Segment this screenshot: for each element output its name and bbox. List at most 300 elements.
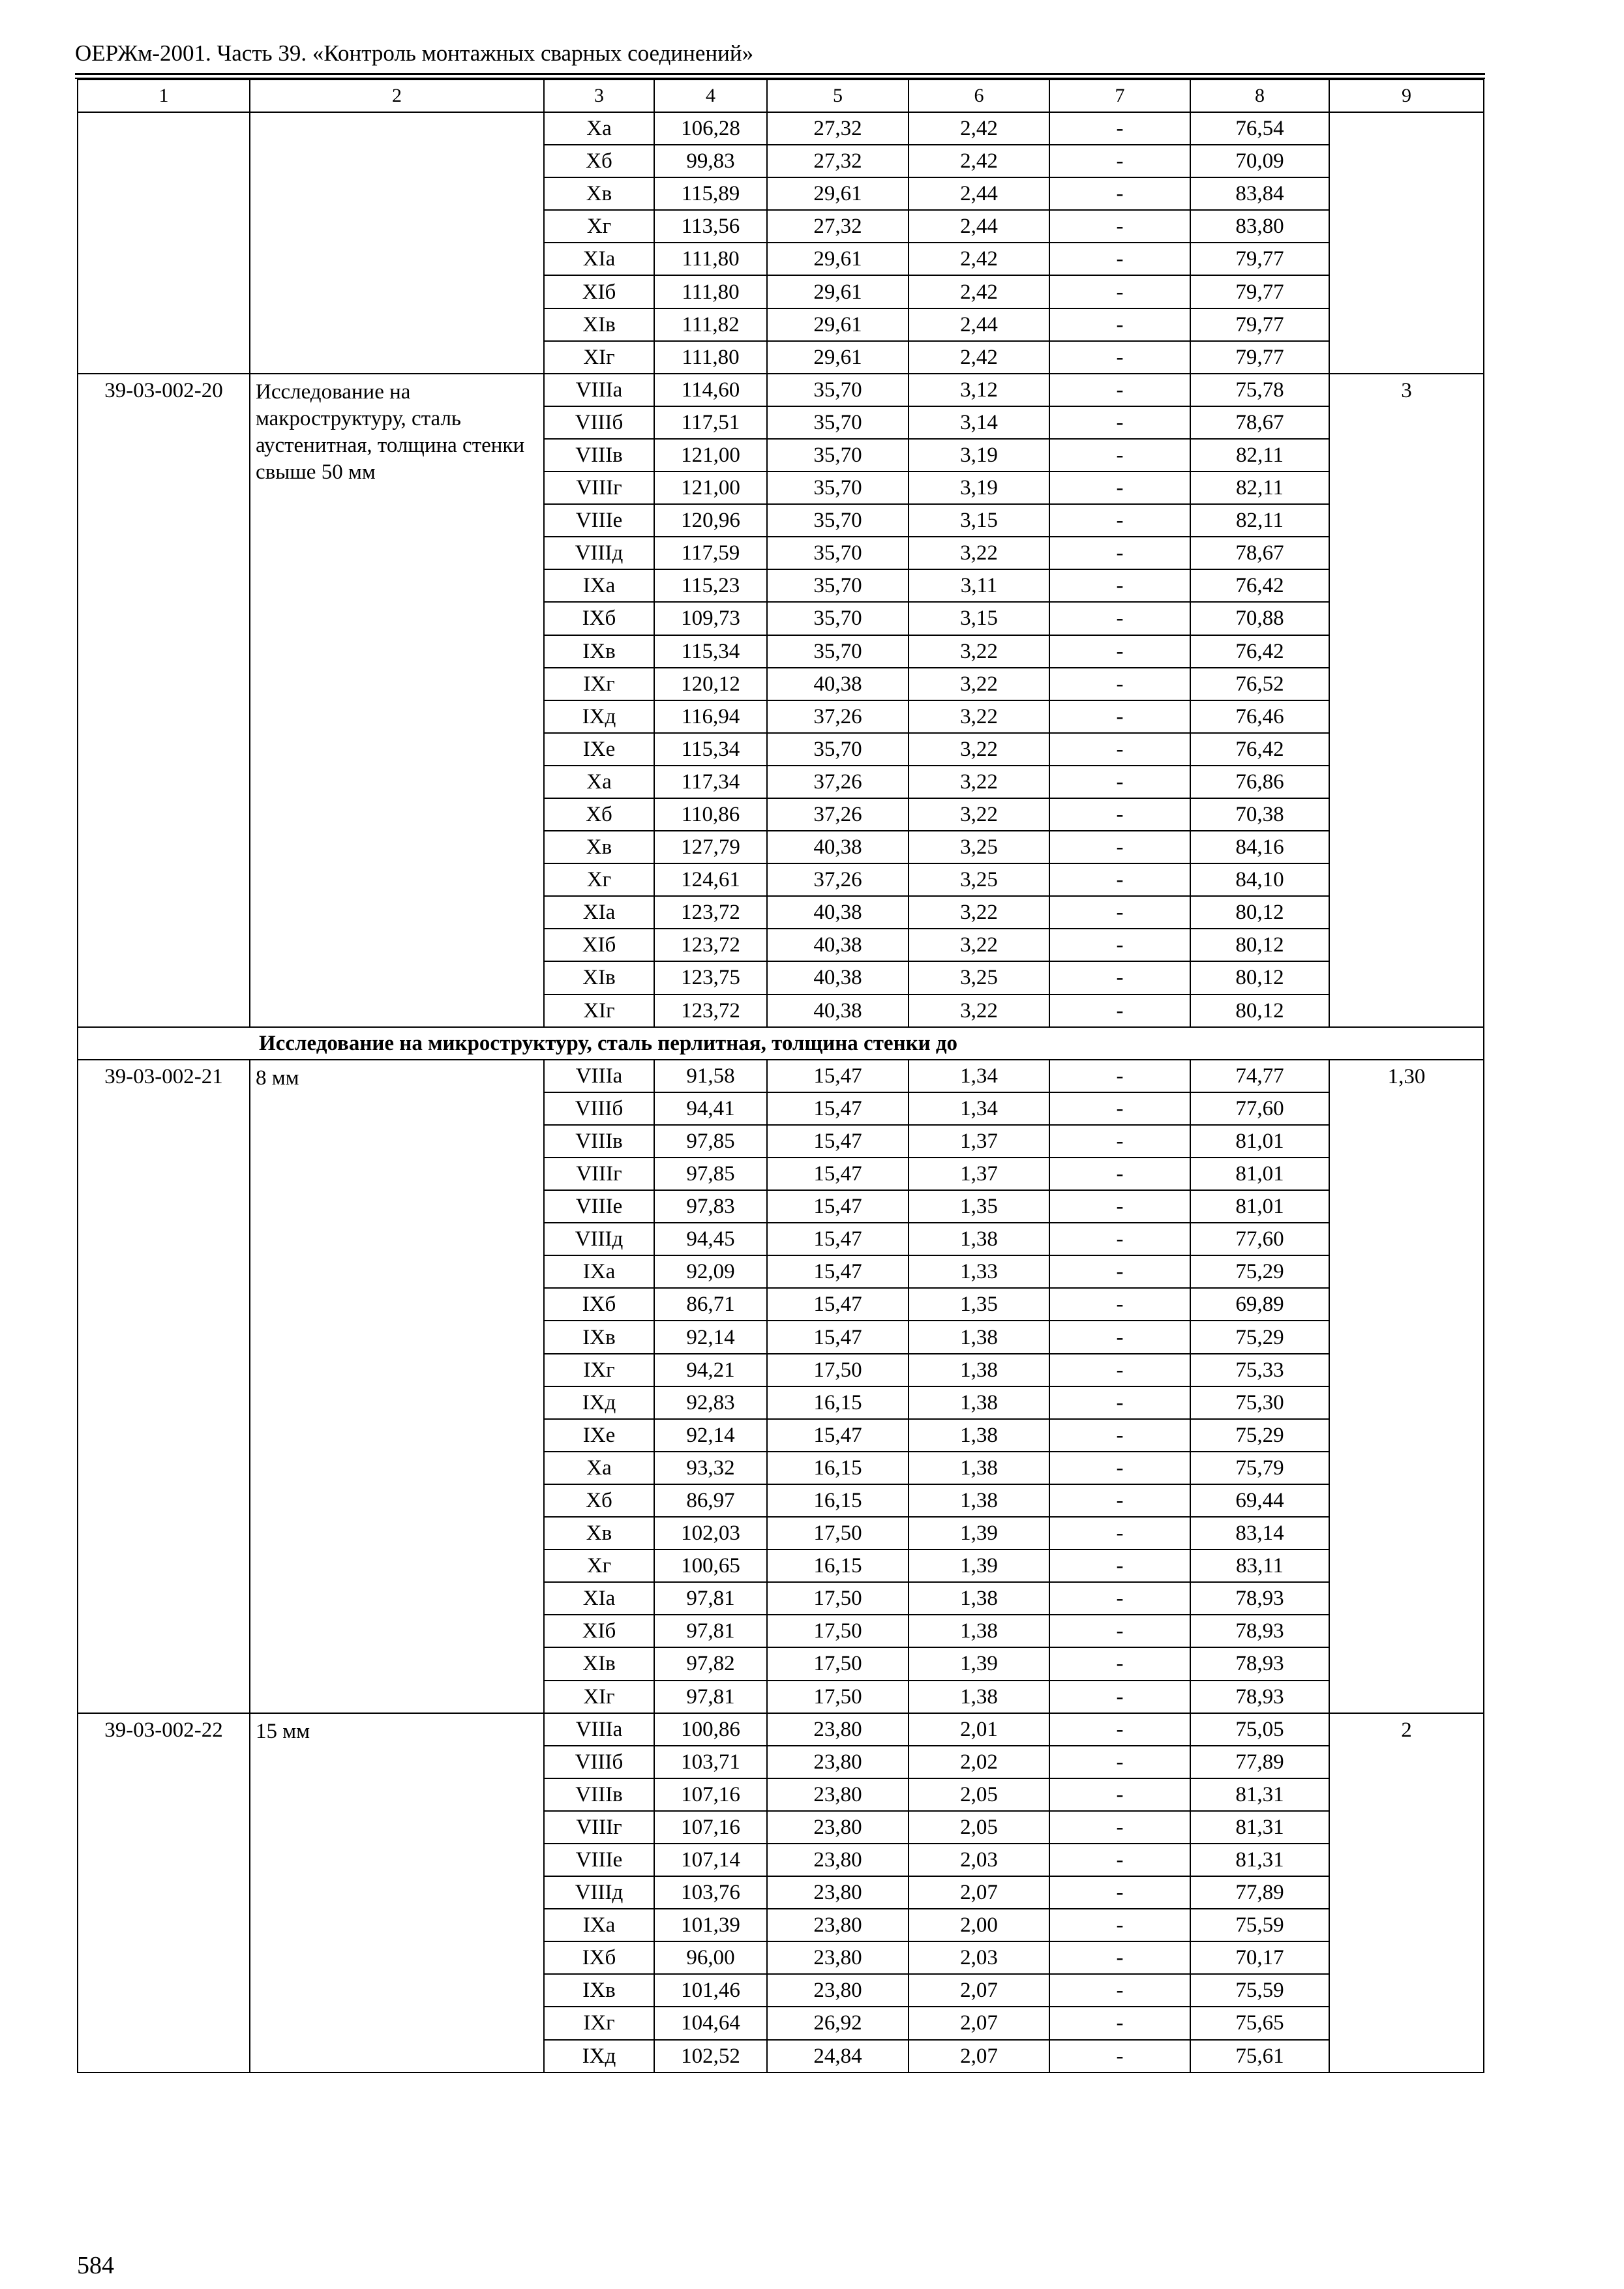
column-number-cell: 9: [1329, 80, 1484, 112]
item-code-cell: 39-03-002-22: [78, 1713, 250, 2072]
column-number-cell: 6: [909, 80, 1049, 112]
col7-value-cell: -: [1049, 1354, 1190, 1386]
col5-value-cell: 37,26: [767, 863, 909, 896]
col7-value-cell: -: [1049, 1713, 1190, 1746]
col4-value-cell: 107,16: [654, 1778, 767, 1811]
col4-value-cell: 91,58: [654, 1060, 767, 1092]
col6-value-cell: 1,39: [909, 1517, 1049, 1549]
col5-value-cell: 15,47: [767, 1125, 909, 1158]
col5-value-cell: 37,26: [767, 700, 909, 733]
col4-value-cell: 92,83: [654, 1386, 767, 1419]
col4-value-cell: 107,16: [654, 1811, 767, 1844]
col8-value-cell: 79,77: [1190, 243, 1329, 275]
rates-table: [77, 79, 1484, 2073]
col5-value-cell: 15,47: [767, 1419, 909, 1452]
col8-value-cell: 81,01: [1190, 1158, 1329, 1190]
col7-value-cell: -: [1049, 1746, 1190, 1778]
col7-value-cell: -: [1049, 1974, 1190, 2007]
col8-value-cell: 74,77: [1190, 1060, 1329, 1092]
row-label-cell: Xг: [544, 1549, 654, 1582]
col6-value-cell: 3,14: [909, 406, 1049, 439]
row-label-cell: IXв: [544, 1974, 654, 2007]
column-number-cell: 3: [544, 80, 654, 112]
row-label-cell: IXв: [544, 635, 654, 668]
col6-value-cell: 3,22: [909, 733, 1049, 766]
col8-value-cell: 80,12: [1190, 896, 1329, 929]
col5-value-cell: 29,61: [767, 341, 909, 374]
col7-value-cell: -: [1049, 896, 1190, 929]
row-label-cell: XIг: [544, 1681, 654, 1713]
col8-value-cell: 78,93: [1190, 1681, 1329, 1713]
col7-value-cell: -: [1049, 798, 1190, 831]
column-number-cell: 4: [654, 80, 767, 112]
col8-value-cell: 75,59: [1190, 1909, 1329, 1941]
col7-value-cell: -: [1049, 1681, 1190, 1713]
col8-value-cell: 79,77: [1190, 308, 1329, 341]
col8-value-cell: 75,05: [1190, 1713, 1329, 1746]
col4-value-cell: 123,75: [654, 961, 767, 994]
col8-value-cell: 82,11: [1190, 504, 1329, 537]
col5-value-cell: 40,38: [767, 668, 909, 700]
col7-value-cell: -: [1049, 210, 1190, 243]
row-label-cell: Xв: [544, 1517, 654, 1549]
col8-value-cell: 75,29: [1190, 1419, 1329, 1452]
col5-value-cell: 35,70: [767, 602, 909, 635]
col4-value-cell: 111,82: [654, 308, 767, 341]
row-label-cell: Xа: [544, 112, 654, 145]
col8-value-cell: 78,67: [1190, 537, 1329, 569]
col5-value-cell: 23,80: [767, 1876, 909, 1909]
row-label-cell: Xг: [544, 863, 654, 896]
column-number-cell: 1: [78, 80, 250, 112]
col6-value-cell: 1,34: [909, 1060, 1049, 1092]
section-title: Исследование на микроструктуру, сталь перлитная, толщина стенки до: [78, 1027, 1484, 1060]
row-label-cell: VIIIб: [544, 1092, 654, 1125]
row-label-cell: XIа: [544, 243, 654, 275]
item-description-cell: 15 мм: [250, 1713, 544, 2072]
row-label-cell: XIа: [544, 896, 654, 929]
row-label-cell: VIIIг: [544, 471, 654, 504]
col8-value-cell: 69,44: [1190, 1484, 1329, 1517]
col5-value-cell: 17,50: [767, 1615, 909, 1647]
row-label-cell: VIIIв: [544, 1125, 654, 1158]
col4-value-cell: 109,73: [654, 602, 767, 635]
row-label-cell: IXб: [544, 602, 654, 635]
col6-value-cell: 3,15: [909, 504, 1049, 537]
col5-value-cell: 29,61: [767, 308, 909, 341]
col6-value-cell: 2,07: [909, 1974, 1049, 2007]
col7-value-cell: -: [1049, 1941, 1190, 1974]
col5-value-cell: 17,50: [767, 1517, 909, 1549]
col7-value-cell: -: [1049, 1288, 1190, 1321]
col8-value-cell: 83,80: [1190, 210, 1329, 243]
item-description-cell: Исследование на макроструктуру, сталь аустенитная, толщина стенки свыше 50 мм: [250, 374, 544, 1027]
col4-value-cell: 117,34: [654, 766, 767, 798]
col5-value-cell: 35,70: [767, 569, 909, 602]
col5-value-cell: 15,47: [767, 1321, 909, 1353]
col7-value-cell: -: [1049, 504, 1190, 537]
col5-value-cell: 15,47: [767, 1092, 909, 1125]
col6-value-cell: 3,22: [909, 766, 1049, 798]
col7-value-cell: -: [1049, 243, 1190, 275]
col7-value-cell: -: [1049, 406, 1190, 439]
col4-value-cell: 123,72: [654, 896, 767, 929]
col5-value-cell: 35,70: [767, 374, 909, 406]
col8-value-cell: 78,67: [1190, 406, 1329, 439]
col6-value-cell: 3,25: [909, 863, 1049, 896]
col5-value-cell: 15,47: [767, 1255, 909, 1288]
col4-value-cell: 86,97: [654, 1484, 767, 1517]
table-row: [78, 1713, 1484, 1746]
col4-value-cell: 101,46: [654, 1974, 767, 2007]
col6-value-cell: 2,07: [909, 2007, 1049, 2039]
row-label-cell: Xб: [544, 798, 654, 831]
col8-value-cell: 81,31: [1190, 1844, 1329, 1876]
col7-value-cell: -: [1049, 1811, 1190, 1844]
col4-value-cell: 115,23: [654, 569, 767, 602]
col4-value-cell: 92,14: [654, 1321, 767, 1353]
column-number-cell: 5: [767, 80, 909, 112]
col5-value-cell: 15,47: [767, 1223, 909, 1255]
col8-value-cell: 75,61: [1190, 2040, 1329, 2072]
col5-value-cell: 16,15: [767, 1484, 909, 1517]
col7-value-cell: -: [1049, 537, 1190, 569]
col6-value-cell: 3,22: [909, 700, 1049, 733]
item-code-cell: 39-03-002-20: [78, 374, 250, 1027]
col6-value-cell: 1,33: [909, 1255, 1049, 1288]
col5-value-cell: 40,38: [767, 929, 909, 961]
col5-value-cell: 27,32: [767, 210, 909, 243]
col4-value-cell: 100,86: [654, 1713, 767, 1746]
row-label-cell: VIIIг: [544, 1158, 654, 1190]
table-row: [78, 1060, 1484, 1092]
col6-value-cell: 2,07: [909, 2040, 1049, 2072]
col6-value-cell: 1,38: [909, 1419, 1049, 1452]
col4-value-cell: 102,52: [654, 2040, 767, 2072]
col5-value-cell: 17,50: [767, 1582, 909, 1615]
col6-value-cell: 2,44: [909, 177, 1049, 210]
row-label-cell: Xб: [544, 145, 654, 177]
item-description-cell: 8 мм: [250, 1060, 544, 1713]
row-label-cell: Xа: [544, 1452, 654, 1484]
col4-value-cell: 127,79: [654, 831, 767, 863]
col7-value-cell: -: [1049, 929, 1190, 961]
col7-value-cell: -: [1049, 1321, 1190, 1353]
col6-value-cell: 3,22: [909, 896, 1049, 929]
col6-value-cell: 2,01: [909, 1713, 1049, 1746]
col8-value-cell: 77,89: [1190, 1876, 1329, 1909]
col8-value-cell: 75,78: [1190, 374, 1329, 406]
row-label-cell: Xв: [544, 831, 654, 863]
col7-value-cell: -: [1049, 2040, 1190, 2072]
col6-value-cell: 1,38: [909, 1223, 1049, 1255]
col5-value-cell: 29,61: [767, 177, 909, 210]
row-label-cell: XIв: [544, 308, 654, 341]
col7-value-cell: -: [1049, 1419, 1190, 1452]
col8-value-cell: 80,12: [1190, 961, 1329, 994]
row-label-cell: VIIIа: [544, 374, 654, 406]
col4-value-cell: 97,82: [654, 1647, 767, 1680]
col8-value-cell: 75,29: [1190, 1321, 1329, 1353]
item-description-cell: [250, 112, 544, 374]
col7-value-cell: -: [1049, 145, 1190, 177]
col8-value-cell: 80,12: [1190, 995, 1329, 1027]
row-label-cell: IXа: [544, 569, 654, 602]
row-label-cell: IXд: [544, 1386, 654, 1419]
col9-value-cell: 3: [1329, 374, 1484, 1027]
col6-value-cell: 3,11: [909, 569, 1049, 602]
row-label-cell: IXд: [544, 700, 654, 733]
col5-value-cell: 35,70: [767, 471, 909, 504]
row-label-cell: VIIIа: [544, 1060, 654, 1092]
col6-value-cell: 2,05: [909, 1811, 1049, 1844]
col6-value-cell: 3,22: [909, 929, 1049, 961]
col4-value-cell: 104,64: [654, 2007, 767, 2039]
col7-value-cell: -: [1049, 831, 1190, 863]
col5-value-cell: 40,38: [767, 961, 909, 994]
col6-value-cell: 1,38: [909, 1452, 1049, 1484]
col7-value-cell: -: [1049, 766, 1190, 798]
column-number-cell: 8: [1190, 80, 1329, 112]
col6-value-cell: 1,35: [909, 1190, 1049, 1223]
col4-value-cell: 97,81: [654, 1681, 767, 1713]
col8-value-cell: 77,60: [1190, 1223, 1329, 1255]
col6-value-cell: 3,22: [909, 537, 1049, 569]
col8-value-cell: 76,42: [1190, 733, 1329, 766]
row-label-cell: XIа: [544, 1582, 654, 1615]
col8-value-cell: 84,16: [1190, 831, 1329, 863]
row-label-cell: IXв: [544, 1321, 654, 1353]
row-label-cell: XIб: [544, 275, 654, 308]
col4-value-cell: 115,34: [654, 733, 767, 766]
col4-value-cell: 113,56: [654, 210, 767, 243]
col7-value-cell: -: [1049, 1909, 1190, 1941]
col9-value-cell: 2: [1329, 1713, 1484, 2072]
col4-value-cell: 115,34: [654, 635, 767, 668]
col8-value-cell: 75,79: [1190, 1452, 1329, 1484]
col5-value-cell: 17,50: [767, 1354, 909, 1386]
table-row: [78, 112, 1484, 145]
col6-value-cell: 1,39: [909, 1549, 1049, 1582]
col9-value-cell: 1,30: [1329, 1060, 1484, 1713]
col6-value-cell: 3,25: [909, 961, 1049, 994]
col8-value-cell: 75,33: [1190, 1354, 1329, 1386]
col5-value-cell: 23,80: [767, 1778, 909, 1811]
col4-value-cell: 111,80: [654, 243, 767, 275]
item-code-cell: 39-03-002-21: [78, 1060, 250, 1713]
col8-value-cell: 75,65: [1190, 2007, 1329, 2039]
row-label-cell: XIв: [544, 1647, 654, 1680]
col6-value-cell: 2,42: [909, 341, 1049, 374]
col4-value-cell: 117,59: [654, 537, 767, 569]
col5-value-cell: 29,61: [767, 243, 909, 275]
col7-value-cell: -: [1049, 602, 1190, 635]
col5-value-cell: 17,50: [767, 1681, 909, 1713]
col4-value-cell: 110,86: [654, 798, 767, 831]
col8-value-cell: 75,30: [1190, 1386, 1329, 1419]
col8-value-cell: 77,60: [1190, 1092, 1329, 1125]
col7-value-cell: -: [1049, 374, 1190, 406]
row-label-cell: VIIIе: [544, 504, 654, 537]
col7-value-cell: -: [1049, 569, 1190, 602]
col9-value-cell: [1329, 112, 1484, 374]
col6-value-cell: 3,19: [909, 471, 1049, 504]
col7-value-cell: -: [1049, 439, 1190, 471]
col5-value-cell: 27,32: [767, 112, 909, 145]
col7-value-cell: -: [1049, 995, 1190, 1027]
col4-value-cell: 103,76: [654, 1876, 767, 1909]
col4-value-cell: 97,83: [654, 1190, 767, 1223]
col7-value-cell: -: [1049, 1255, 1190, 1288]
col4-value-cell: 115,89: [654, 177, 767, 210]
col6-value-cell: 3,22: [909, 635, 1049, 668]
col8-value-cell: 76,46: [1190, 700, 1329, 733]
col5-value-cell: 35,70: [767, 537, 909, 569]
col4-value-cell: 102,03: [654, 1517, 767, 1549]
col7-value-cell: -: [1049, 700, 1190, 733]
col4-value-cell: 99,83: [654, 145, 767, 177]
col7-value-cell: -: [1049, 1092, 1190, 1125]
col8-value-cell: 83,84: [1190, 177, 1329, 210]
page-number: 584: [77, 2252, 114, 2279]
col5-value-cell: 23,80: [767, 1844, 909, 1876]
section-row: [78, 1027, 1484, 1060]
col7-value-cell: -: [1049, 961, 1190, 994]
row-label-cell: VIIIб: [544, 406, 654, 439]
col4-value-cell: 94,45: [654, 1223, 767, 1255]
col4-value-cell: 117,51: [654, 406, 767, 439]
col7-value-cell: -: [1049, 308, 1190, 341]
col4-value-cell: 92,14: [654, 1419, 767, 1452]
col4-value-cell: 93,32: [654, 1452, 767, 1484]
row-label-cell: IXб: [544, 1288, 654, 1321]
column-number-cell: 7: [1049, 80, 1190, 112]
row-label-cell: VIIIд: [544, 537, 654, 569]
col4-value-cell: 97,85: [654, 1158, 767, 1190]
col6-value-cell: 2,05: [909, 1778, 1049, 1811]
row-label-cell: IXе: [544, 1419, 654, 1452]
col5-value-cell: 17,50: [767, 1647, 909, 1680]
col8-value-cell: 77,89: [1190, 1746, 1329, 1778]
col5-value-cell: 16,15: [767, 1452, 909, 1484]
col7-value-cell: -: [1049, 1517, 1190, 1549]
col5-value-cell: 23,80: [767, 1941, 909, 1974]
col8-value-cell: 76,42: [1190, 635, 1329, 668]
col5-value-cell: 40,38: [767, 995, 909, 1027]
col6-value-cell: 1,38: [909, 1354, 1049, 1386]
row-label-cell: Xв: [544, 177, 654, 210]
col4-value-cell: 124,61: [654, 863, 767, 896]
table-row: [78, 374, 1484, 406]
col8-value-cell: 84,10: [1190, 863, 1329, 896]
col7-value-cell: -: [1049, 1060, 1190, 1092]
col5-value-cell: 35,70: [767, 406, 909, 439]
row-label-cell: VIIIе: [544, 1844, 654, 1876]
col8-value-cell: 81,01: [1190, 1125, 1329, 1158]
col8-value-cell: 79,77: [1190, 275, 1329, 308]
col8-value-cell: 81,31: [1190, 1811, 1329, 1844]
col8-value-cell: 76,42: [1190, 569, 1329, 602]
col6-value-cell: 2,42: [909, 112, 1049, 145]
row-label-cell: VIIIд: [544, 1223, 654, 1255]
col4-value-cell: 97,85: [654, 1125, 767, 1158]
col4-value-cell: 111,80: [654, 275, 767, 308]
col4-value-cell: 120,96: [654, 504, 767, 537]
col7-value-cell: -: [1049, 341, 1190, 374]
col7-value-cell: -: [1049, 635, 1190, 668]
col5-value-cell: 15,47: [767, 1190, 909, 1223]
row-label-cell: IXб: [544, 1941, 654, 1974]
col5-value-cell: 37,26: [767, 798, 909, 831]
col8-value-cell: 78,93: [1190, 1647, 1329, 1680]
row-label-cell: VIIIб: [544, 1746, 654, 1778]
row-label-cell: XIб: [544, 1615, 654, 1647]
col4-value-cell: 97,81: [654, 1582, 767, 1615]
col7-value-cell: -: [1049, 1778, 1190, 1811]
col6-value-cell: 3,12: [909, 374, 1049, 406]
header-rule-top: [75, 73, 1485, 75]
col7-value-cell: -: [1049, 2007, 1190, 2039]
col7-value-cell: -: [1049, 1386, 1190, 1419]
row-label-cell: VIIIд: [544, 1876, 654, 1909]
col6-value-cell: 2,42: [909, 243, 1049, 275]
col4-value-cell: 97,81: [654, 1615, 767, 1647]
col6-value-cell: 2,42: [909, 275, 1049, 308]
col8-value-cell: 80,12: [1190, 929, 1329, 961]
row-label-cell: IXе: [544, 733, 654, 766]
row-label-cell: XIг: [544, 995, 654, 1027]
col8-value-cell: 70,09: [1190, 145, 1329, 177]
col8-value-cell: 81,31: [1190, 1778, 1329, 1811]
col5-value-cell: 16,15: [767, 1386, 909, 1419]
col5-value-cell: 40,38: [767, 896, 909, 929]
col6-value-cell: 2,07: [909, 1876, 1049, 1909]
col7-value-cell: -: [1049, 1158, 1190, 1190]
col8-value-cell: 76,86: [1190, 766, 1329, 798]
col4-value-cell: 94,41: [654, 1092, 767, 1125]
col5-value-cell: 15,47: [767, 1288, 909, 1321]
col5-value-cell: 26,92: [767, 2007, 909, 2039]
row-label-cell: VIIIг: [544, 1811, 654, 1844]
col5-value-cell: 23,80: [767, 1974, 909, 2007]
col7-value-cell: -: [1049, 1615, 1190, 1647]
col8-value-cell: 69,89: [1190, 1288, 1329, 1321]
col6-value-cell: 1,38: [909, 1582, 1049, 1615]
row-label-cell: VIIIв: [544, 439, 654, 471]
row-label-cell: IXг: [544, 668, 654, 700]
col6-value-cell: 2,00: [909, 1909, 1049, 1941]
col5-value-cell: 16,15: [767, 1549, 909, 1582]
col5-value-cell: 35,70: [767, 439, 909, 471]
col4-value-cell: 86,71: [654, 1288, 767, 1321]
col4-value-cell: 101,39: [654, 1909, 767, 1941]
col4-value-cell: 100,65: [654, 1549, 767, 1582]
col7-value-cell: -: [1049, 1125, 1190, 1158]
col8-value-cell: 78,93: [1190, 1582, 1329, 1615]
row-label-cell: VIIIа: [544, 1713, 654, 1746]
col4-value-cell: 96,00: [654, 1941, 767, 1974]
col8-value-cell: 76,52: [1190, 668, 1329, 700]
col4-value-cell: 121,00: [654, 439, 767, 471]
col8-value-cell: 81,01: [1190, 1190, 1329, 1223]
col5-value-cell: 27,32: [767, 145, 909, 177]
col6-value-cell: 2,02: [909, 1746, 1049, 1778]
col7-value-cell: -: [1049, 1647, 1190, 1680]
col5-value-cell: 35,70: [767, 504, 909, 537]
col6-value-cell: 3,22: [909, 798, 1049, 831]
col4-value-cell: 114,60: [654, 374, 767, 406]
row-label-cell: Xб: [544, 1484, 654, 1517]
